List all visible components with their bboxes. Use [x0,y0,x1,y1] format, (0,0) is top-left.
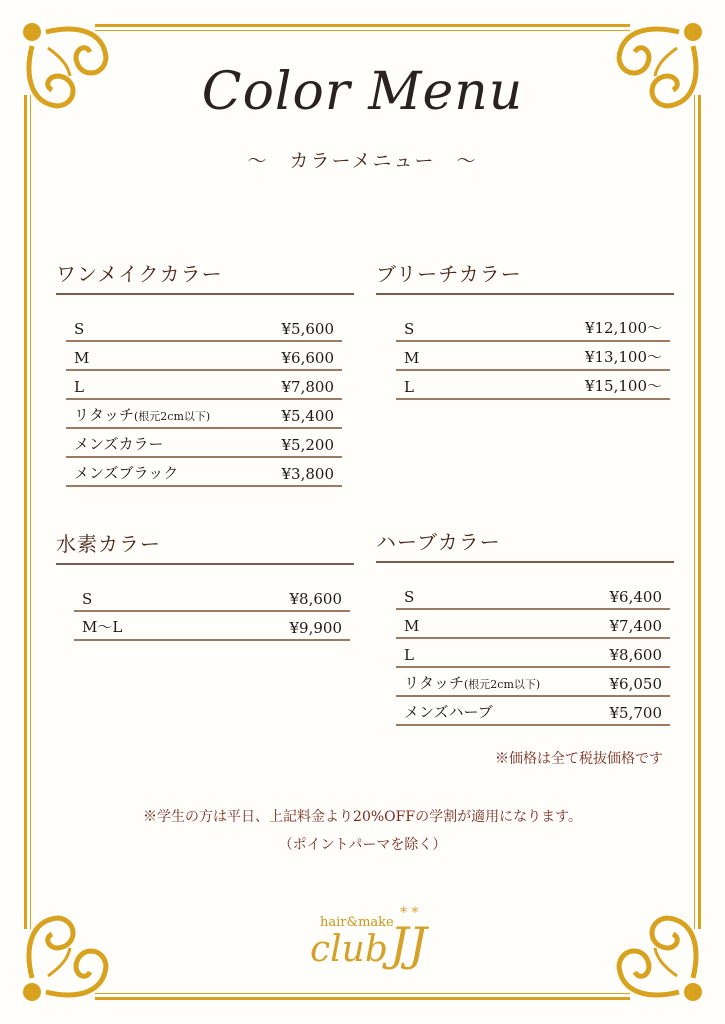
frame-left-inner [30,95,31,929]
section-title: ワンメイクカラー [56,258,354,295]
item-price: ¥12,100～ [584,319,662,337]
price-row [396,342,670,371]
logo-club: club [310,929,388,970]
section-herb-color [376,526,674,726]
price-row [66,313,342,342]
item-price: ¥5,700 [609,704,662,722]
item-label: メンズハーブ [404,703,493,721]
logo-stars: * * [400,905,419,921]
page-title: Color Menu [201,62,524,122]
item-price: ¥6,050 [609,675,662,693]
item-price: ¥7,800 [281,378,334,396]
item-label: L [74,378,84,396]
item-label: M [404,617,420,635]
price-row [66,342,342,371]
price-row [396,639,670,668]
item-label: S [404,588,415,606]
price-row [396,697,670,726]
tax-note: ※価格は全て税抜価格です [495,751,663,767]
price-row [396,581,670,610]
item-price: ¥5,200 [281,436,334,454]
corner-ornament-bottom-right [612,911,707,1006]
price-row [66,400,342,429]
item-label: S [74,320,85,338]
frame-top [95,24,630,27]
item-note: (根元2cm以下) [134,410,211,423]
student-discount-note: ※学生の方は平日、上記料金より20%OFFの学割が適用になります。 [143,809,582,825]
item-label: S [82,590,93,608]
salon-logo [290,905,440,985]
item-price: ¥8,600 [609,646,662,664]
item-label: L [404,378,414,396]
item-price: ¥6,400 [609,588,662,606]
item-price: ¥5,400 [281,407,334,425]
price-row [66,458,342,487]
price-row [74,612,350,641]
item-label: リタッチ [404,674,465,692]
price-row [396,371,670,400]
frame-bottom [95,997,630,1000]
corner-ornament-bottom-left [18,911,113,1006]
price-row [396,313,670,342]
price-row [396,668,670,697]
price-row [74,583,350,612]
item-label: リタッチ [74,406,135,424]
item-label: S [404,320,415,338]
item-price: ¥15,100～ [584,377,662,395]
price-row [66,429,342,458]
item-label: メンズカラー [74,435,164,453]
frame-bottom-inner [95,993,630,994]
item-price: ¥8,600 [289,590,342,608]
frame-left [24,95,27,929]
section-title: 水素カラー [56,528,354,565]
section-title: ハーブカラー [376,526,674,563]
item-price: ¥5,600 [281,320,334,338]
item-price: ¥3,800 [281,465,334,483]
price-row [66,371,342,400]
item-label: M [74,349,90,367]
section-onemake-color [56,258,354,487]
frame-top-inner [95,30,630,31]
item-price: ¥7,400 [609,617,662,635]
item-label: L [404,646,414,664]
logo-tagline: hair&make [320,915,394,930]
item-price: ¥9,900 [289,619,342,637]
frame-right [698,95,701,929]
item-price: ¥13,100～ [584,348,662,366]
item-price: ¥6,600 [281,349,334,367]
price-row [396,610,670,639]
item-label: M [404,349,420,367]
item-label: メンズブラック [74,464,179,482]
section-title: ブリーチカラー [376,258,674,295]
item-note: (根元2cm以下) [464,678,541,691]
frame-right-inner [694,95,695,929]
page-subtitle: ～ カラーメニュー ～ [247,150,478,172]
logo-jj: JJ [390,917,427,971]
item-label: M～L [82,618,123,636]
section-hydrogen-color [56,528,354,641]
section-bleach-color [376,258,674,400]
exclusion-note: （ポイントパーマを除く） [278,837,447,853]
